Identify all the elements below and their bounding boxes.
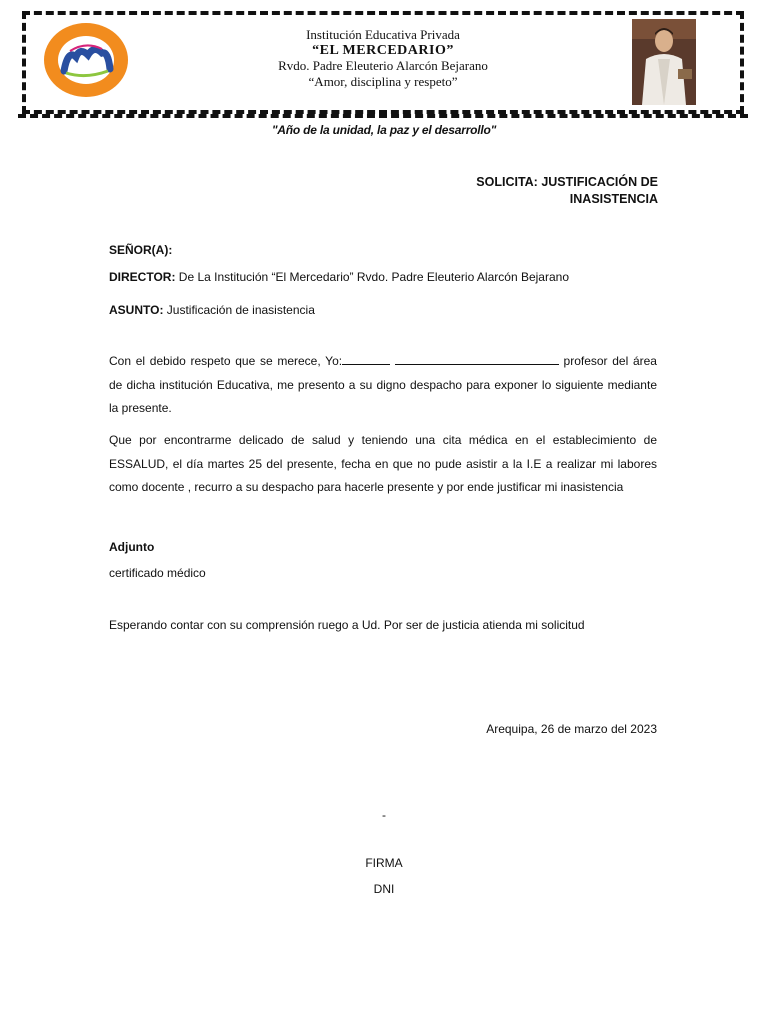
subject-line xyxy=(109,303,315,317)
request-subject-line1: SOLICITA: JUSTIFICACIÓN DE xyxy=(476,175,658,189)
name-blank-short xyxy=(342,354,390,365)
intro-start: Con el debido respeto que se merece, Yo: xyxy=(109,354,343,368)
year-motto: "Año de la unidad, la paz y el desarrollo" xyxy=(271,123,497,137)
signature-mark: - xyxy=(382,808,386,822)
closing-line: Esperando contar con su comprensión ruego a Ud. Por ser de justicia atienda mi solicitud xyxy=(109,618,585,632)
subject-label: ASUNTO: xyxy=(109,303,164,317)
name-blank-long xyxy=(395,354,559,365)
director-text: De La Institución “El Mercedario” Rvdo. Padre Eleuterio Alarcón Bejarano xyxy=(175,270,569,284)
date-line: Arequipa, 26 de marzo del 2023 xyxy=(486,722,657,736)
subject-text: Justificación de inasistencia xyxy=(163,303,315,317)
attachment-item: certificado médico xyxy=(109,566,206,580)
institution-patron: Rvdo. Padre Eleuterio Alarcón Bejarano xyxy=(278,58,488,73)
intro-end: profesor del área de dicha institución Educativa, me presento a su digno despacho para exponer lo siguiente mediante la presente. xyxy=(109,354,657,415)
institution-motto: “Amor, disciplina y respeto” xyxy=(308,73,458,89)
director-label: DIRECTOR: xyxy=(109,270,176,284)
letterhead xyxy=(22,11,744,114)
director-line xyxy=(109,270,569,284)
signature-label: FIRMA xyxy=(365,856,403,870)
patron-portrait xyxy=(632,19,696,105)
paragraph-reason: Que por encontrarme delicado de salud y teniendo una cita médica en el establecimiento de ESSALUD, el día martes 25 del presente, fecha en que no pude asistir a la I.E a realizar mi labores como docente , recurro a su despacho para hacerle presente y por ende justificar mi inasistencia xyxy=(109,433,657,494)
id-label: DNI xyxy=(373,882,395,896)
salutation: SEÑOR(A): xyxy=(109,243,173,257)
attachment-label: Adjunto xyxy=(109,540,155,554)
paragraph-intro xyxy=(109,350,657,421)
institution-name: “EL MERCEDARIO” xyxy=(312,42,454,58)
institution-type: Institución Educativa Privada xyxy=(306,27,460,42)
request-subject-line2: INASISTENCIA xyxy=(569,192,658,206)
request-subject xyxy=(398,174,658,208)
